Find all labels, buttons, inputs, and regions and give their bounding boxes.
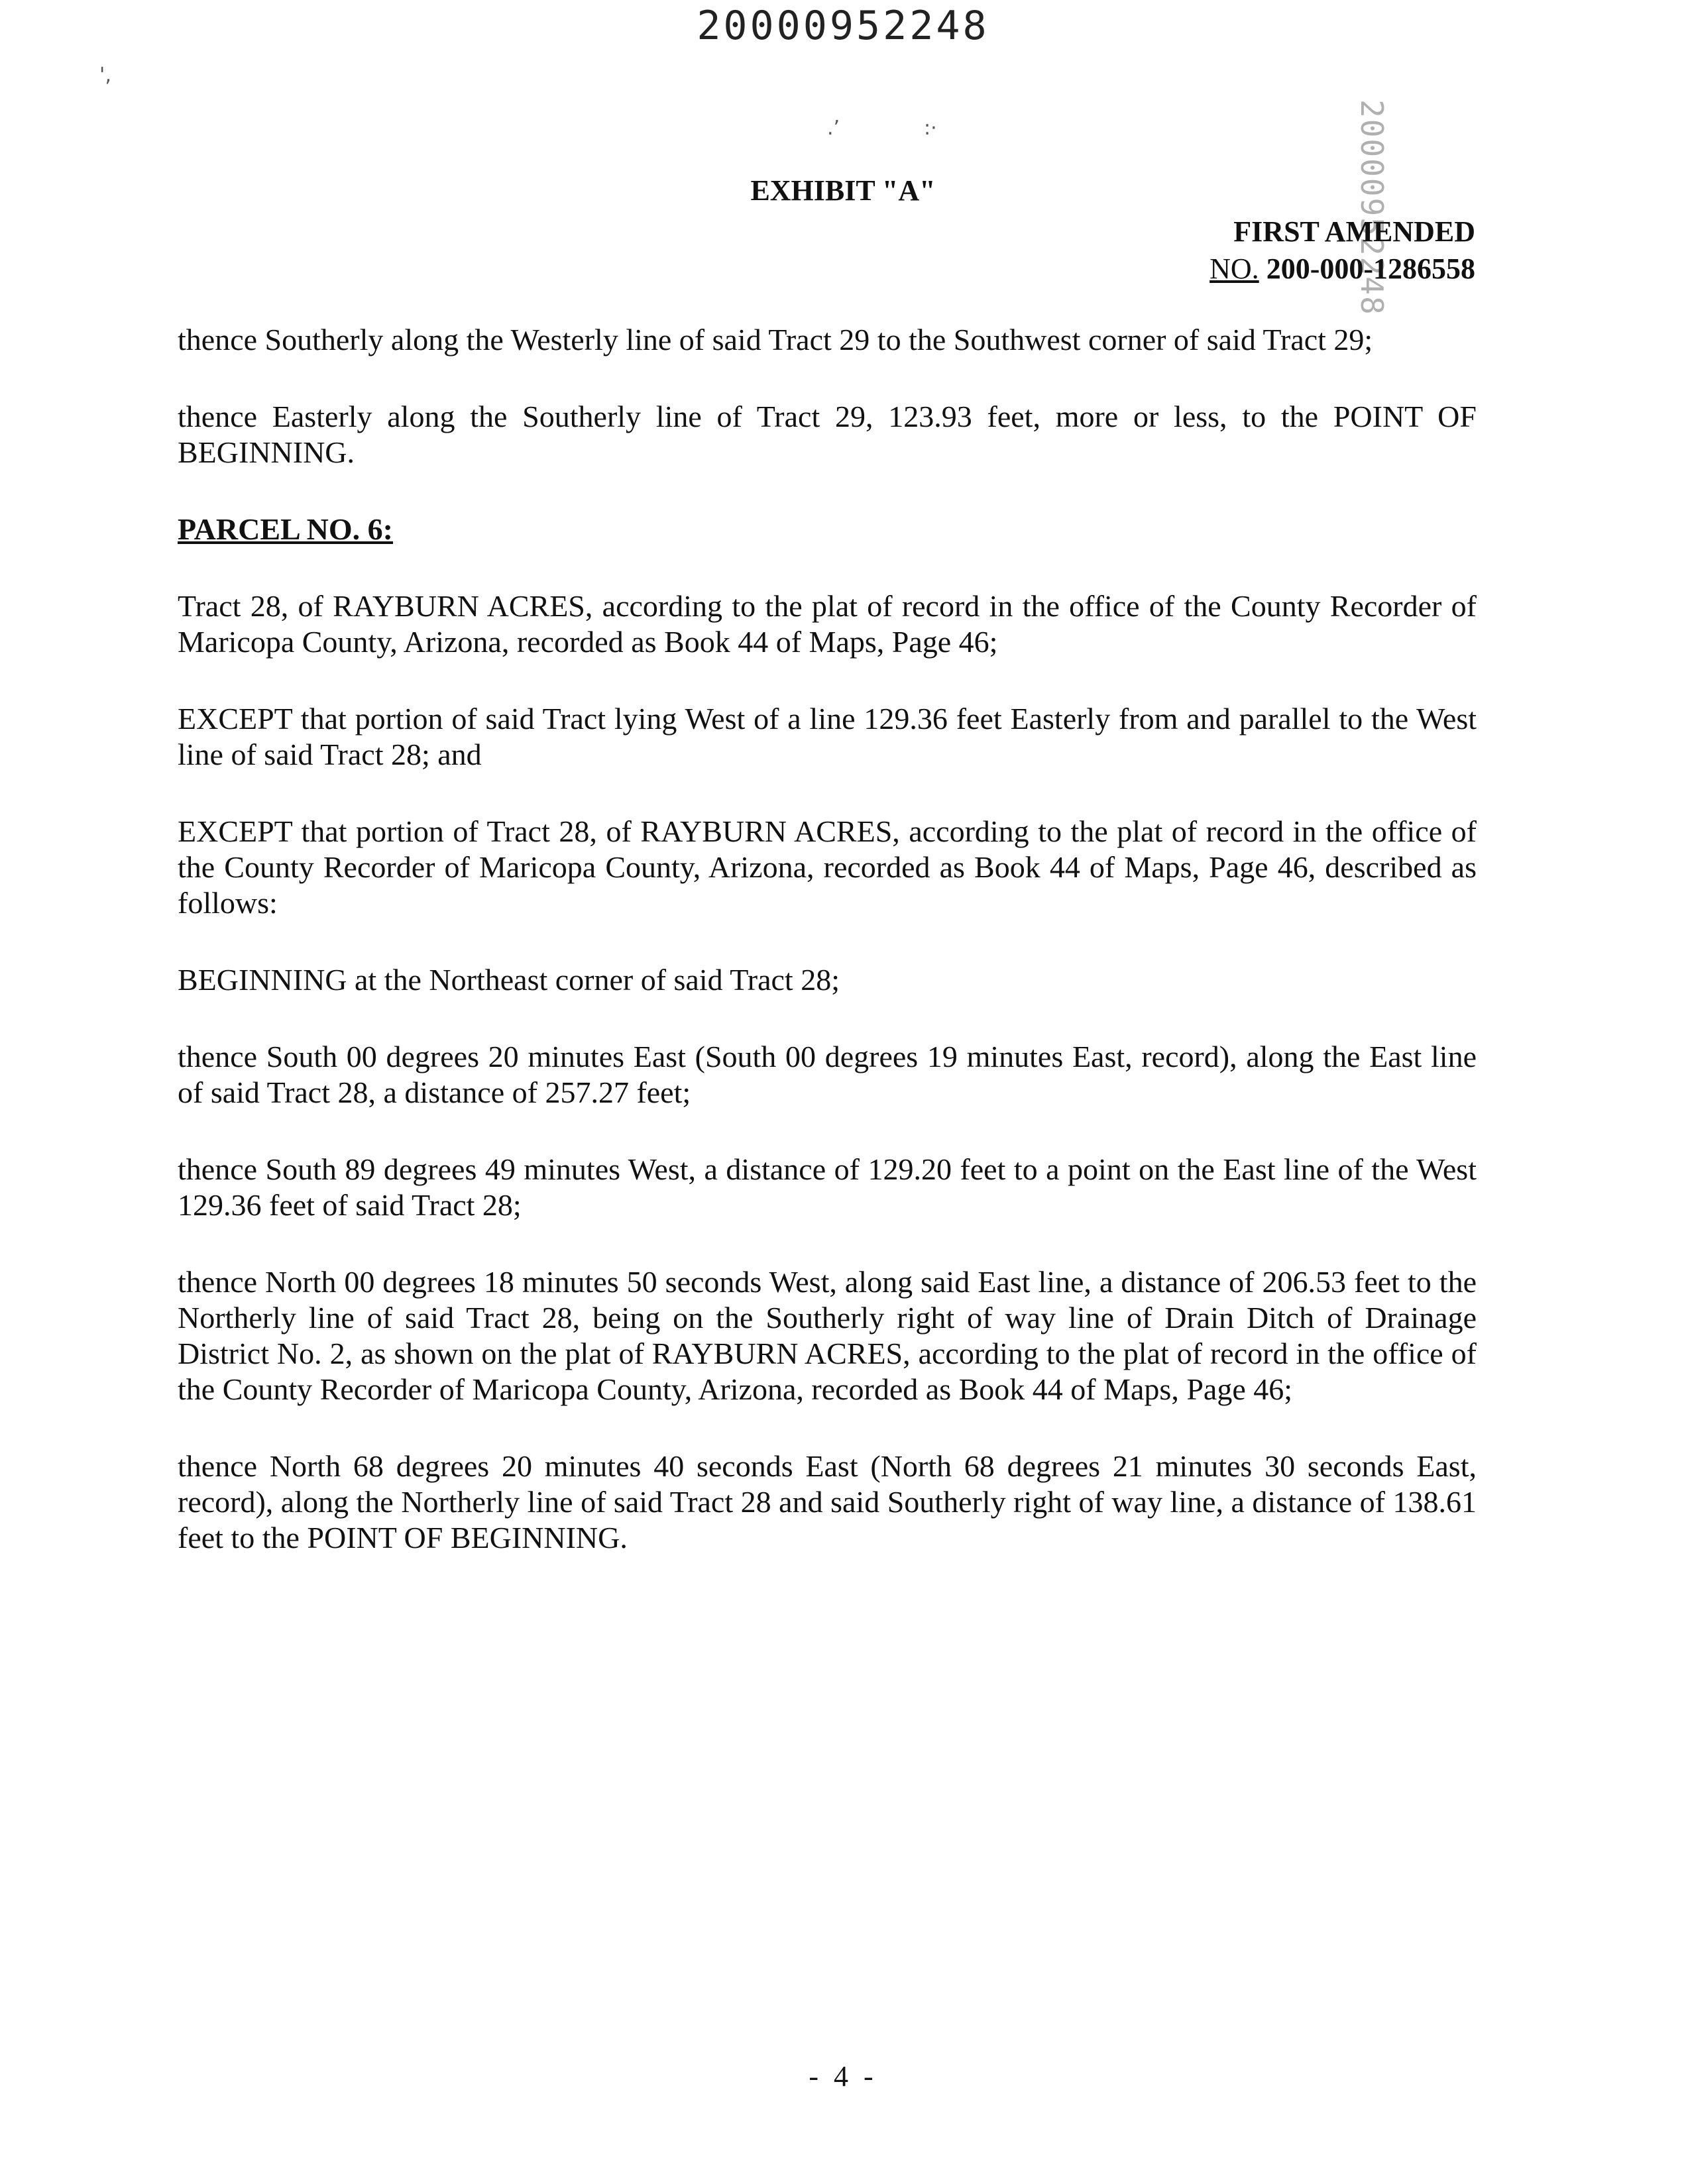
paragraph: thence Easterly along the Southerly line of Tract 29, 123.93 feet, more or less, to the POINT OF BEGINNING. — [178, 400, 1477, 469]
scan-speck: .’ — [827, 117, 840, 140]
paragraph: EXCEPT that portion of said Tract lying West of a line 129.36 feet Easterly from and parallel to the West line of said Tract 28; and — [178, 702, 1477, 771]
page-number: - 4 - — [809, 2060, 877, 2093]
amendment-number — [1209, 250, 1475, 288]
paragraph: thence North 68 degrees 20 minutes 40 seconds East (North 68 degrees 21 minutes 30 seconds East, record), along the Northerly line of said Tract 28 and said Southerly right of way line, a distance of 138.61 feet to the POINT OF BEGINNING. — [178, 1449, 1477, 1555]
paragraph: thence North 00 degrees 18 minutes 50 seconds West, along said East line, a distance of 206.53 feet to the Northerly line of said Tract 28, being on the Southerly right of way line of Drain Ditch of Drainage District No. 2, as shown on the plat of RAYBURN ACRES, according to the plat of record in the office of the County Recorder of Maricopa County, Arizona, recorded as Book 44 of Maps, Page 46; — [178, 1265, 1477, 1406]
paragraph: thence South 00 degrees 20 minutes East (South 00 degrees 19 minutes East, record), along the East line of said Tract 28, a distance of 257.27 feet; — [178, 1040, 1477, 1109]
amended-label: FIRST AMENDED — [1233, 215, 1475, 248]
scan-speck: '‚ — [99, 64, 111, 87]
paragraph: thence Southerly along the Westerly line of said Tract 29 to the Southwest corner of said Tract 29; — [178, 323, 1373, 356]
number-prefix: NO. — [1209, 252, 1259, 285]
paragraph: BEGINNING at the Northeast corner of said Tract 28; — [178, 963, 840, 997]
paragraph: Tract 28, of RAYBURN ACRES, according to the plat of record in the office of the County Recorder of Maricopa County, Arizona, recorded as Book 44 of Maps, Page 46; — [178, 589, 1477, 659]
document-number: 20000952248 — [697, 3, 989, 49]
amendment-block — [1209, 213, 1475, 288]
paragraph: EXCEPT that portion of Tract 28, of RAYBURN ACRES, according to the plat of record in the office of the County Recorder of Maricopa County, Arizona, recorded as Book 44 of Maps, Page 46, described as follows: — [178, 814, 1477, 920]
scan-speck: :· — [924, 117, 937, 140]
legal-description — [178, 322, 1477, 1597]
paragraph: thence South 89 degrees 49 minutes West, a distance of 129.20 feet to a point on the East line of the West 129.36 feet of said Tract 28; — [178, 1152, 1477, 1222]
number-value: 200-000-1286558 — [1259, 252, 1475, 285]
parcel-heading: PARCEL NO. 6: — [178, 512, 393, 546]
side-stamp-text: 20000952248 — [1354, 99, 1390, 316]
exhibit-title: EXHIBIT "A" — [750, 174, 936, 207]
